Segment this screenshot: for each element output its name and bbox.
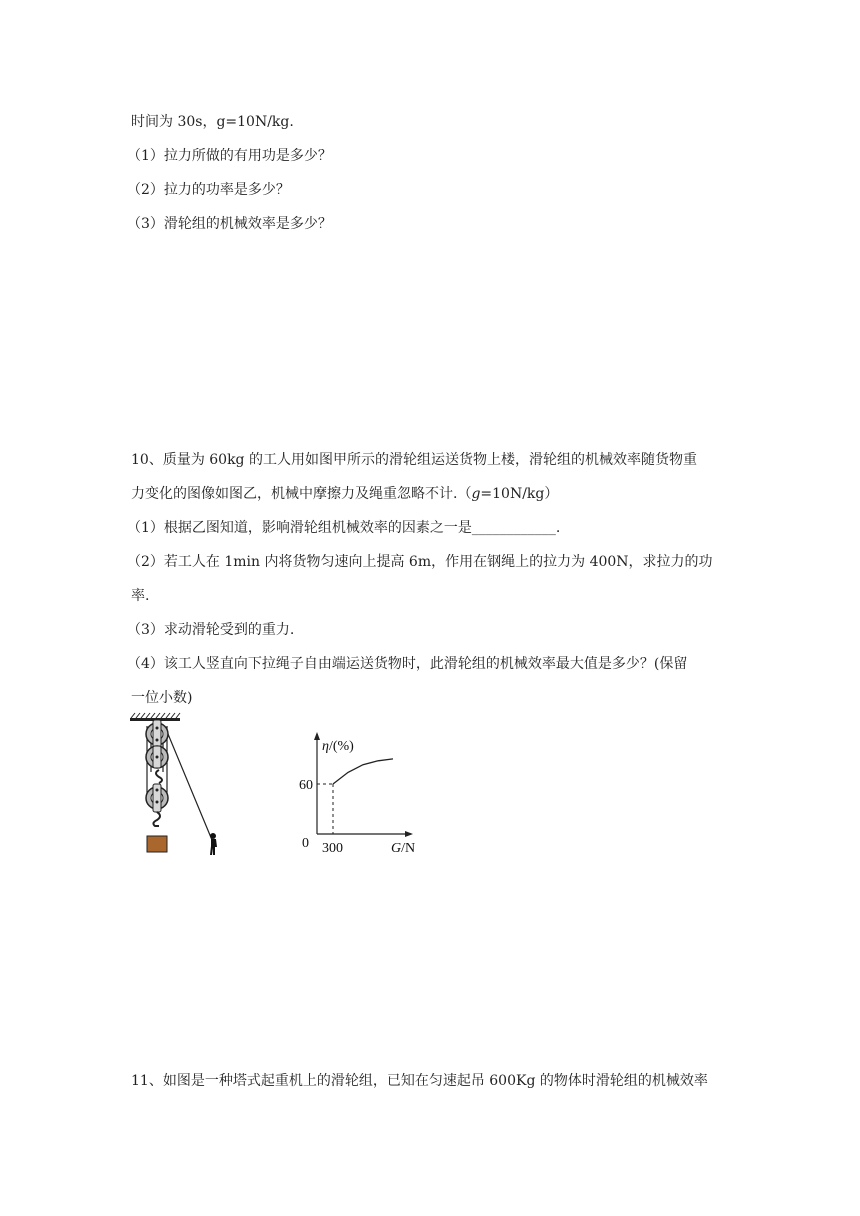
problem-11-line-1: 11、如图是一种塔式起重机上的滑轮组，已知在匀速起吊 600Kg 的物体时滑轮组的机械效率 — [131, 1073, 708, 1089]
worker-figure — [210, 833, 217, 855]
problem-10-question-2a: （2）若工人在 1min 内将货物匀速向上提高 6m，作用在钢绳上的拉力为 400N，求拉力的功 — [127, 554, 713, 570]
problem-10-question-3: （3）求动滑轮受到的重力. — [127, 622, 295, 638]
efficiency-curve — [333, 759, 393, 784]
cargo-box — [147, 836, 167, 852]
x-axis-arrow — [405, 831, 413, 837]
prev-intro: 时间为 30s，g=10N/kg. — [131, 114, 294, 130]
problem-10-line-2 — [131, 484, 558, 504]
y-axis-unit: /(%) — [328, 739, 354, 754]
y-axis-symbol: η — [322, 739, 329, 754]
problem-10-question-4a: （4）该工人竖直向下拉绳子自由端运送货物时，此滑轮组的机械效率最大值是多少？(保留 — [127, 656, 688, 672]
problem-10-line-2-a: 力变化的图像如图乙，机械中摩擦力及绳重忽略不计.（ — [131, 486, 472, 502]
pulley-system-figure — [125, 712, 235, 862]
prev-question-2: （2）拉力的功率是多少？ — [127, 182, 290, 198]
movable-pulley — [146, 784, 168, 812]
middle-pulley — [146, 746, 168, 768]
problem-10-question-2b: 率. — [131, 588, 150, 604]
x-axis-label — [391, 841, 415, 856]
problem-10-line-2-b: =10N/kg） — [480, 486, 559, 502]
y-axis-label — [322, 739, 354, 754]
x-axis-unit: /N — [401, 841, 416, 856]
problem-10-g-symbol: g — [471, 486, 481, 502]
x-tick-300: 300 — [322, 841, 343, 856]
lower-hook — [153, 812, 160, 826]
problem-10-question-4b: 一位小数) — [131, 690, 193, 706]
upper-hook — [156, 770, 162, 783]
efficiency-graph — [295, 728, 425, 856]
prev-question-3: （3）滑轮组的机械效率是多少？ — [127, 216, 332, 232]
y-tick-60: 60 — [299, 778, 313, 793]
x-axis-symbol: G — [391, 841, 402, 856]
y-axis-arrow — [314, 732, 320, 740]
problem-10-question-1: （1）根据乙图知道，影响滑轮组机械效率的因素之一是____________. — [127, 520, 561, 536]
origin-label: 0 — [302, 836, 309, 851]
problem-10-line-1: 10、质量为 60kg 的工人用如图甲所示的滑轮组运送货物上楼，滑轮组的机械效率随货物重 — [131, 452, 697, 468]
prev-question-1: （1）拉力所做的有用功是多少？ — [127, 148, 332, 164]
ceiling-hatch — [131, 713, 180, 718]
